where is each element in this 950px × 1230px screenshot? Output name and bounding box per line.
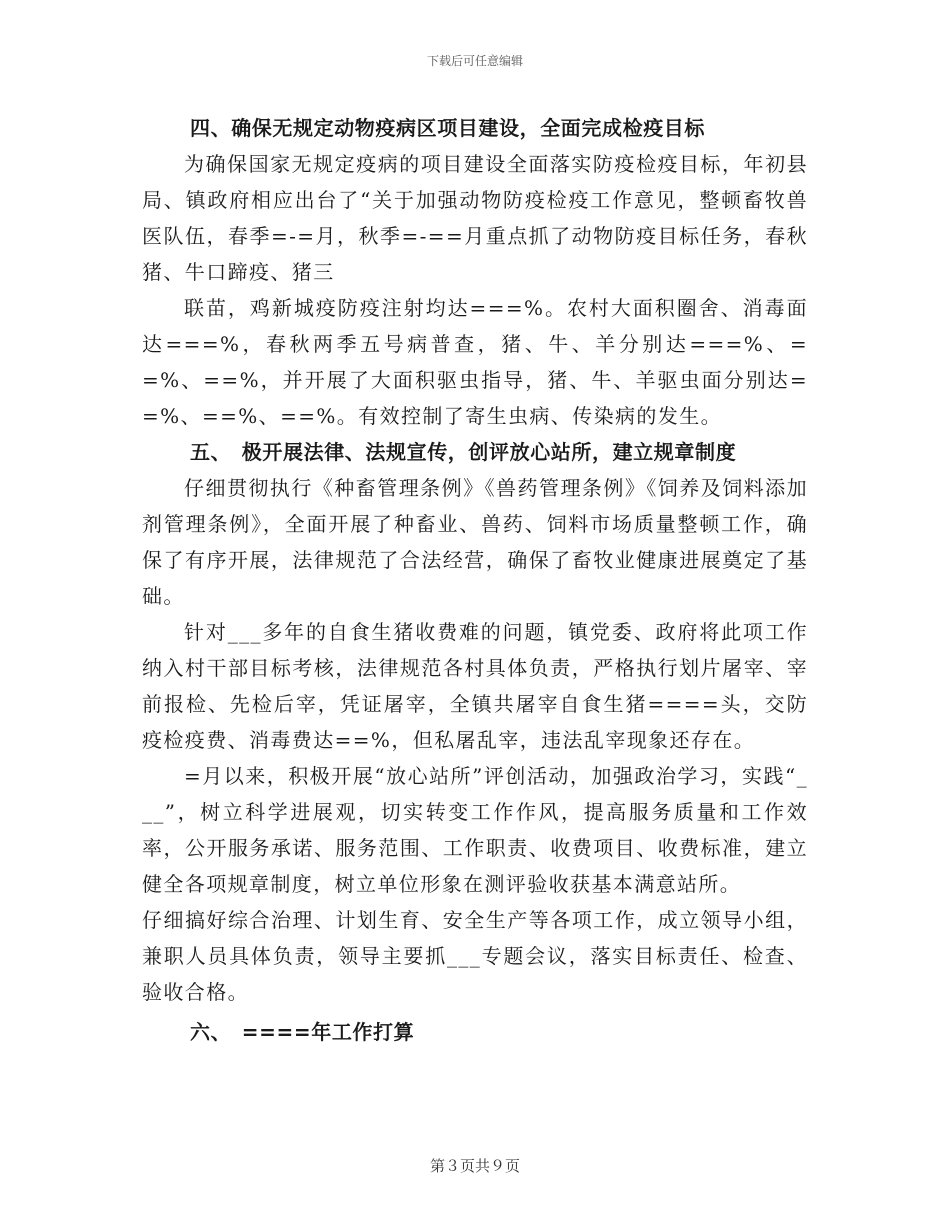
section-6-heading: 六、 ====年工作打算 [190, 1020, 415, 1044]
section-5-paragraph-2: 针对___多年的自食生猪收费难的问题，镇党委、政府将此项工作纳入村干部目标考核，法律规范各村具体负责，严格执行划片屠宰、宰前报检、先检后宰，凭证屠宰，全镇共屠宰自食生猪====头，交防疫检疫费、消毒费达==%，但私屠乱宰，违法乱宰现象还存在。 [142, 620, 808, 752]
header-note: 下载后可任意编辑 [426, 54, 523, 68]
section-4-paragraph-2: 联苗，鸡新城疫防疫注射均达===%。农村大面积圈舍、消毒面达===%，春秋两季五号病普查，猪、牛、羊分别达===%、==%、==%，并开展了大面积驱虫指导，猪、牛、羊驱虫面分别达==%、==%、==%。有效控制了寄生虫病、传染病的发生。 [142, 296, 808, 428]
section-5-paragraph-1: 仔细贯彻执行《种畜管理条例》《兽药管理条例》《饲养及饲料添加剂管理条例》，全面开展了种畜业、兽药、饲料市场质量整顿工作，确保了有序开展，法律规范了合法经营，确保了畜牧业健康进展奠定了基础。 [142, 476, 808, 608]
section-5-paragraph-3: =月以来，积极开展“放心站所”评创活动，加强政治学习，实践“___”，树立科学进展观，切实转变工作作风，提高服务质量和工作效率，公开服务承诺、服务范围、工作职责、收费项目、收费标准，建立健全各项规章制度，树立单位形象在测评验收获基本满意站所。 [142, 764, 808, 896]
section-4-heading: 四、确保无规定动物疫病区项目建设，全面完成检疫目标 [190, 116, 705, 140]
document-body [142, 110, 808, 1050]
page-footer: 第３页共９页 [429, 1157, 520, 1175]
section-5-paragraph-4: 仔细搞好综合治理、计划生育、安全生产等各项工作，成立领导小组，兼职人员具体负责，领导主要抓___专题会议，落实目标责任、检查、验收合格。 [142, 908, 808, 1004]
section-5-heading: 五、 极开展法律、法规宣传，创评放心站所，建立规章制度 [190, 440, 737, 464]
section-4-paragraph-1: 为确保国家无规定疫病的项目建设全面落实防疫检疫目标，年初县局、镇政府相应出台了“关于加强动物防疫检疫工作意见，整顿畜牧兽医队伍，春季=-=月，秋季=-==月重点抓了动物防疫目标任务，春秋猪、牛口蹄疫、猪三 [142, 152, 808, 284]
